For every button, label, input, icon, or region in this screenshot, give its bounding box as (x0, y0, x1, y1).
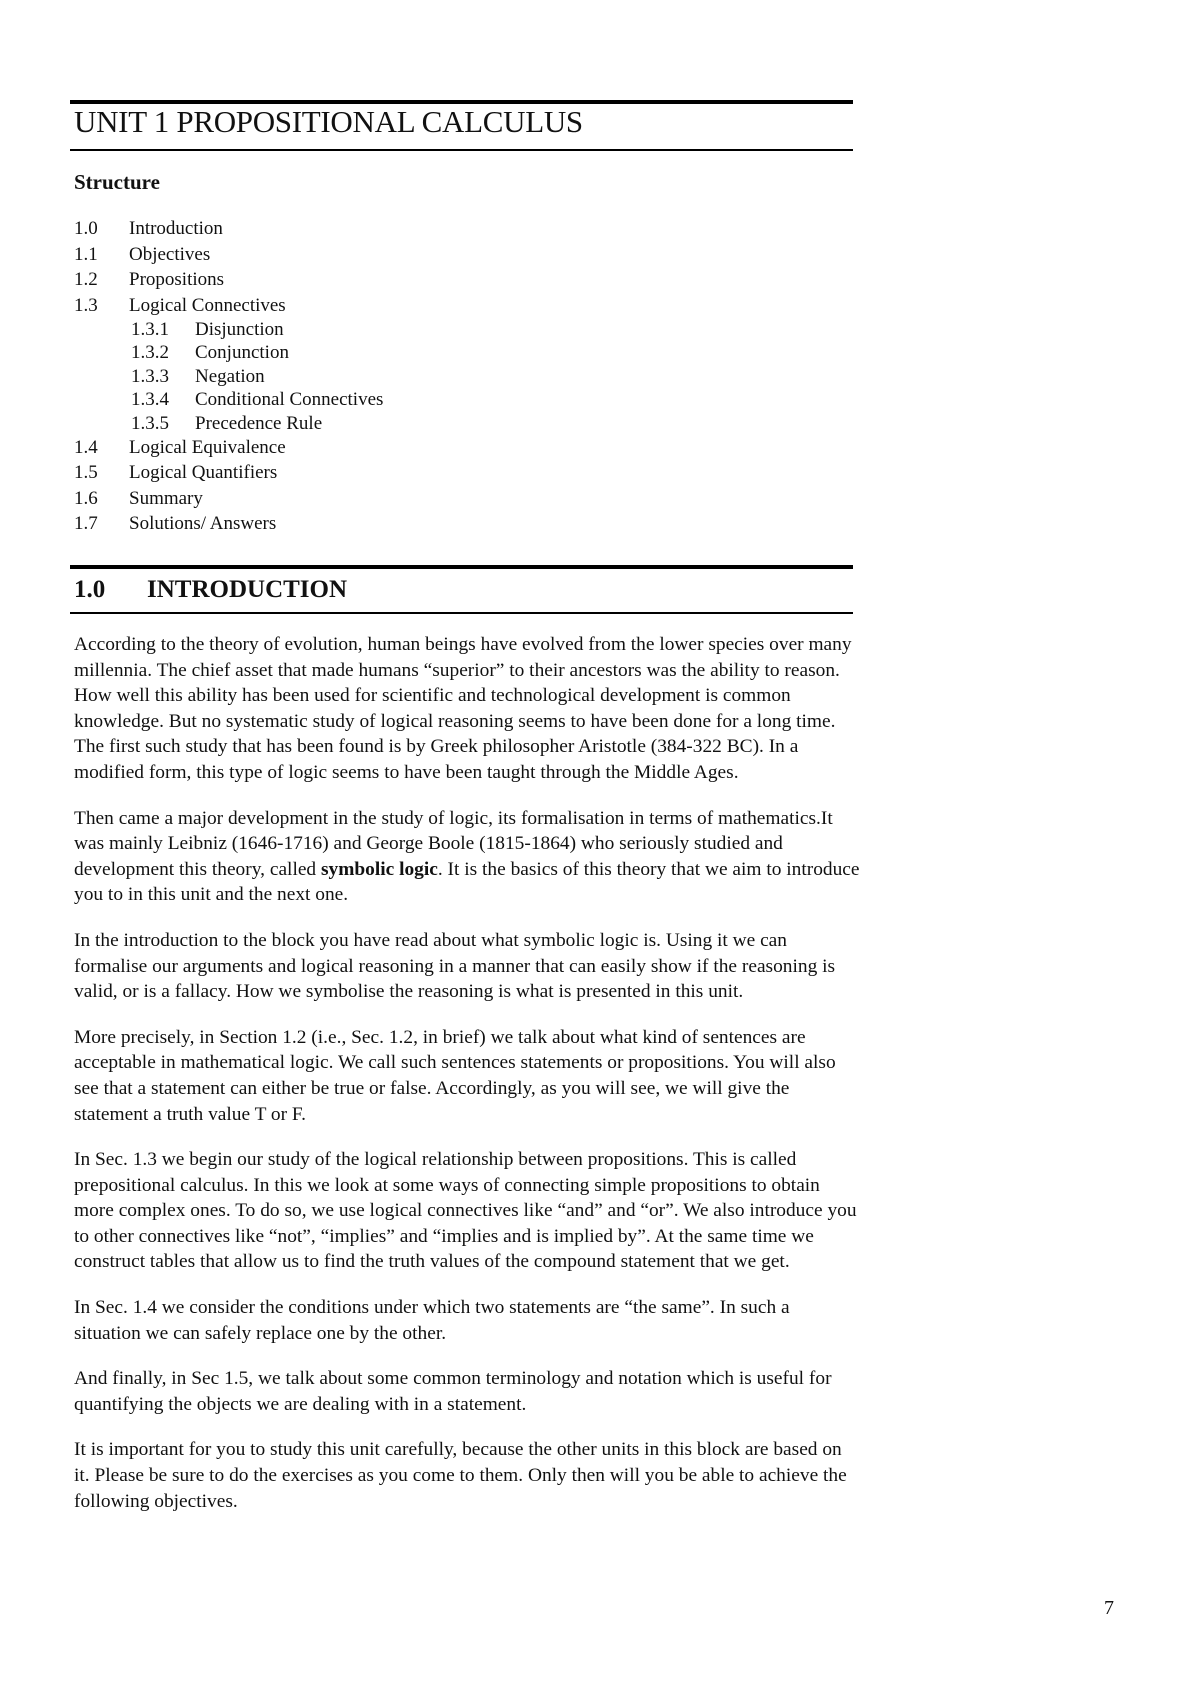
structure-heading: Structure (74, 170, 160, 194)
toc-item-number: 1.1 (74, 243, 98, 265)
section-bottom-rule (70, 612, 853, 614)
toc-item-label: Precedence Rule (195, 412, 323, 434)
toc-item (74, 293, 383, 319)
toc-item-number: 1.2 (74, 269, 98, 290)
page-number: 7 (1104, 1597, 1114, 1619)
toc-item (74, 460, 383, 486)
toc-item-number: 1.6 (74, 487, 98, 509)
toc-item-number: 1.3.3 (131, 365, 169, 387)
paragraph: In the introduction to the block you have read about what symbolic logic is. Using it we can formalise our arguments and logical reasoning in a manner that can easily show if the reasoning is valid, or is a fallacy. How we symbolise the reasoning is what is presented in this unit. (74, 929, 836, 1003)
toc-item-label: Conditional Connectives (195, 389, 384, 411)
toc-item-number: 1.3.1 (131, 319, 169, 340)
toc-item-label: Disjunction (195, 319, 284, 340)
section-number: 1.0 (74, 576, 106, 603)
toc-item-number: 1.3.5 (131, 412, 169, 434)
toc-item-label: Summary (129, 487, 203, 509)
paragraph: And finally, in Sec 1.5, we talk about some common terminology and notation which is useful for quantifying the objects we are dealing with in a statement. (74, 1368, 832, 1415)
section-top-rule (70, 565, 853, 569)
toc-item-number: 1.0 (74, 218, 98, 239)
toc-item-number: 1.3.4 (131, 389, 169, 411)
paragraph-text: Then came a major development in the study of logic, its formalisation in terms of mathematics.It was mainly Leibniz (1646-1716) and George Boole (1815-1864) who seriously studied and development this theory, called (74, 807, 833, 880)
toc-subitem (74, 412, 383, 435)
toc-item-number: 1.7 (74, 513, 98, 535)
toc-item-label: Objectives (129, 243, 211, 265)
toc-item (74, 242, 383, 268)
unit-title: UNIT 1 PROPOSITIONAL CALCULUS (74, 104, 583, 139)
toc-subitem (74, 365, 383, 388)
paragraph: More precisely, in Section 1.2 (i.e., Sec. 1.2, in brief) we talk about what kind of sentences are acceptable in mathematical logic. We call such sentences statements or propositions. You will also see that a statement can either be true or false. Accordingly, as you will see, we will give the statement a truth value T or F. (74, 1026, 836, 1125)
toc-item (74, 267, 383, 293)
emphasis-term: symbolic logic (320, 858, 438, 880)
toc-item (74, 511, 383, 537)
introduction-body (74, 632, 860, 1534)
toc-subitem (74, 388, 383, 411)
toc-item-label: Logical Connectives (129, 294, 286, 316)
toc-item-label: Introduction (129, 218, 223, 239)
toc-item-number: 1.3 (74, 294, 98, 316)
paragraph: It is important for you to study this unit carefully, because the other units in this block are based on it. Please be sure to do the exercises as you come to them. Only then will you be able to achieve the following objectives. (74, 1439, 847, 1512)
toc-item-label: Propositions (129, 269, 225, 290)
toc-item-label: Solutions/ Answers (129, 513, 277, 535)
toc-item (74, 216, 383, 242)
toc-item-number: 1.4 (74, 436, 98, 458)
toc-item-label: Negation (195, 365, 265, 387)
toc-item-label: Logical Quantifiers (129, 462, 278, 484)
table-of-contents (74, 216, 383, 537)
toc-subitem (74, 318, 383, 341)
toc-item-label: Conjunction (195, 342, 289, 364)
toc-item-number: 1.3.2 (131, 342, 169, 364)
paragraph (74, 806, 860, 908)
toc-item-number: 1.5 (74, 462, 98, 484)
section-title: INTRODUCTION (147, 576, 348, 603)
paragraph: In Sec. 1.3 we begin our study of the logical relationship between propositions. This is called prepositional calculus. In this we look at some ways of connecting simple propositions to obtain more complex ones. To do so, we use logical connectives like “and” and “or”. We also introduce you to other connectives like “not”, “implies” and “implies and is implied by”. At the same time we construct tables that allow us to find the truth values of the compound statement that we get. (74, 1149, 857, 1273)
section-heading (74, 577, 347, 602)
toc-item-label: Logical Equivalence (129, 436, 286, 458)
toc-item (74, 486, 383, 512)
toc-item (74, 435, 383, 461)
paragraph-text: . It is the basics of this theory that we aim to introduce you to in this unit and the next one. (74, 858, 860, 906)
title-bottom-rule (70, 149, 853, 151)
paragraph: In Sec. 1.4 we consider the conditions under which two statements are “the same”. In such a situation we can safely replace one by the other. (74, 1297, 790, 1344)
paragraph: According to the theory of evolution, human beings have evolved from the lower species over many millennia. The chief asset that made humans “superior” to their ancestors was the ability to reason. How well this ability has been used for scientific and technological development is common knowledge. But no systematic study of logical reasoning seems to have been done for a long time. The first such study that has been found is by Greek philosopher Aristotle (384-322 BC). In a modified form, this type of logic seems to have been taught through the Middle Ages. (74, 634, 852, 783)
toc-subitem (74, 341, 383, 364)
